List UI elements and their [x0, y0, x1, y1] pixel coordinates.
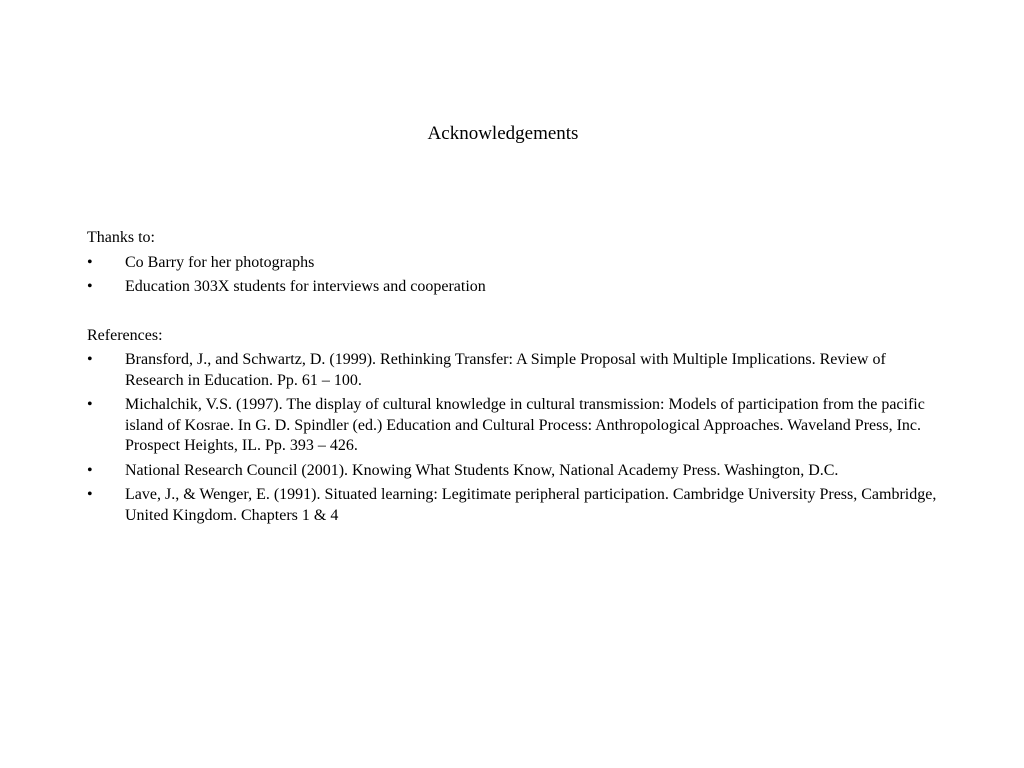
thanks-item-text: Education 303X students for interviews and cooperation: [125, 278, 486, 295]
bullet-icon: •: [87, 396, 93, 413]
bullet-icon: •: [87, 461, 93, 479]
thanks-list: [87, 253, 937, 298]
slide-title: Acknowledgements: [427, 123, 579, 144]
list-item: [87, 277, 937, 298]
thanks-item-text: Co Barry for her photographs: [125, 253, 315, 271]
reference-text: Michalchik, V.S. (1997). The display of cultural knowledge in cultural transmission: Models of participation from the pacific island of Kosrae. In G. D. Spindler (ed.) Education and Cultural Process: Anthropological Approaches. Waveland Press, Inc. Prospect Heights, IL. Pp. 393 – 426.: [125, 396, 925, 454]
slide-content: [87, 228, 937, 526]
reference-text: Lave, J., & Wenger, E. (1991). Situated learning: Legitimate peripheral participation. Cambridge University Press, Cambridge, United Kingdom. Chapters 1 & 4: [125, 486, 937, 524]
references-heading: References:: [87, 326, 163, 344]
reference-text: National Research Council (2001). Knowing What Students Know, National Academy Press. Washington, D.C.: [125, 461, 839, 479]
list-item: [87, 253, 937, 274]
list-item: [87, 350, 937, 391]
bullet-icon: •: [87, 351, 93, 368]
section-spacer: [87, 298, 937, 326]
bullet-icon: •: [87, 278, 93, 295]
bullet-icon: •: [87, 253, 93, 271]
reference-text: Bransford, J., and Schwartz, D. (1999). Rethinking Transfer: A Simple Proposal with Multiple Implications. Review of Research in Education. Pp. 61 – 100.: [125, 351, 886, 389]
list-item: [87, 461, 937, 482]
bullet-icon: •: [87, 486, 93, 503]
thanks-heading: Thanks to:: [87, 229, 155, 246]
list-item: [87, 395, 937, 457]
references-list: [87, 350, 937, 526]
list-item: [87, 485, 937, 526]
